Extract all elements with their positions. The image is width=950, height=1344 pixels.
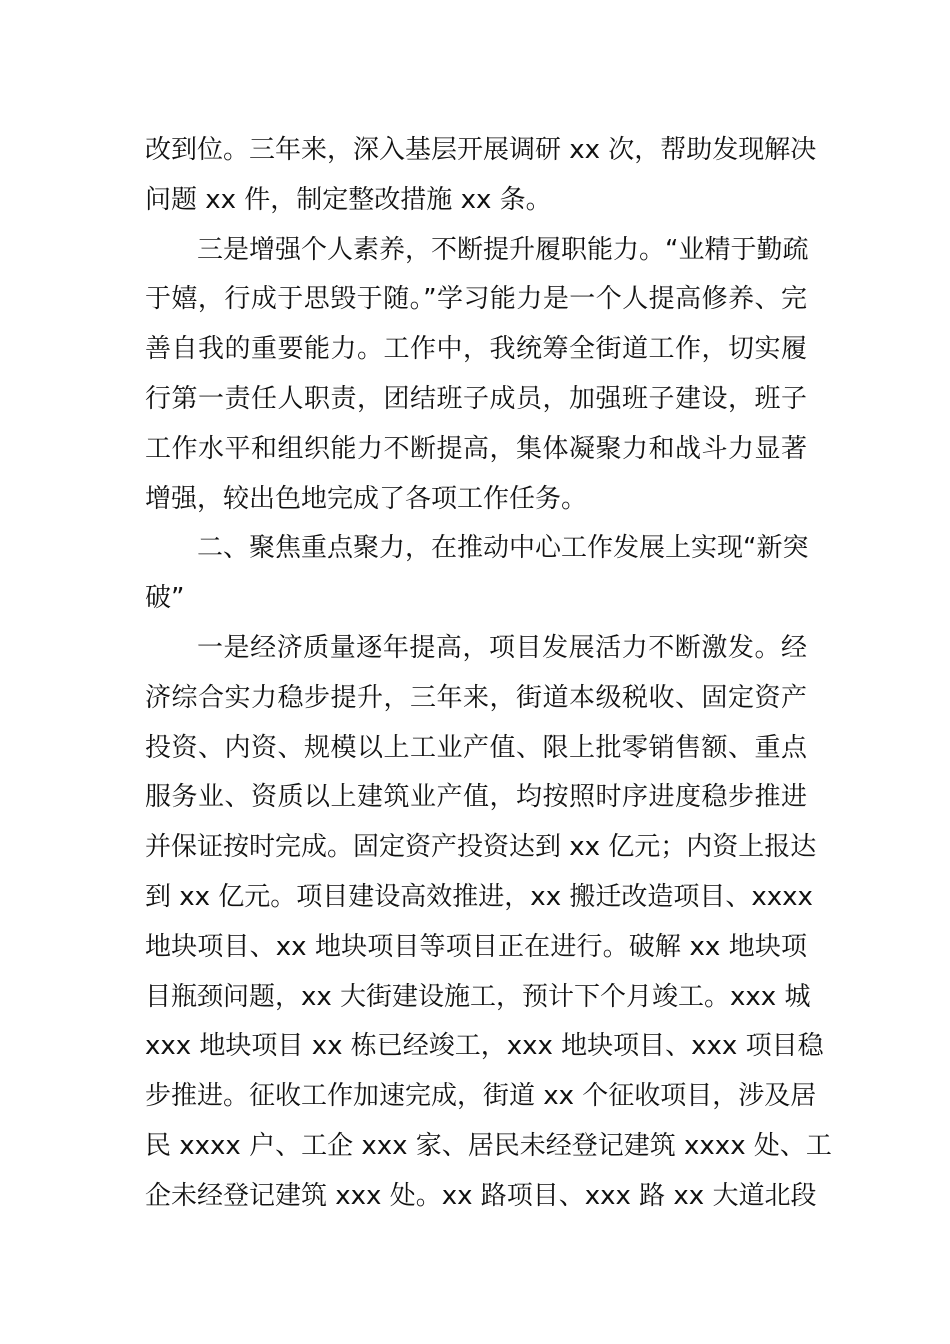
document-body — [145, 126, 832, 1222]
text-line: 步推进。征收工作加速完成，街道 xx 个征收项目，涉及居 — [145, 1081, 817, 1112]
text-line: 工作水平和组织能力不断提高，集体凝聚力和战斗力显著 — [145, 433, 807, 464]
text-line: 并保证按时完成。固定资产投资达到 xx 亿元；内资上报达 — [145, 832, 817, 863]
text-line: 企未经登记建筑 xxx 处。xx 路项目、xxx 路 xx 大道北段 — [145, 1180, 817, 1211]
text-line: 增强，较出色地完成了各项工作任务。 — [145, 483, 588, 514]
text-line: 改到位。三年来，深入基层开展调研 xx 次，帮助发现解决 — [145, 135, 817, 165]
paragraph-start-line: 一是经济质量逐年提高，项目发展活力不断激发。经 — [197, 632, 807, 663]
text-line: 善自我的重要能力。工作中，我统筹全街道工作，切实履 — [145, 334, 807, 365]
text-line: 于嬉，行成于思毁于随。”学习能力是一个人提高修养、完 — [145, 284, 807, 315]
text-line: 行第一责任人职责，团结班子成员，加强班子建设，班子 — [145, 383, 807, 414]
text-line: 投资、内资、规模以上工业产值、限上批零销售额、重点 — [145, 732, 807, 763]
text-line: 问题 xx 件，制定整改措施 xx 条。 — [145, 184, 552, 215]
text-line: 济综合实力稳步提升，三年来，街道本级税收、固定资产 — [145, 682, 807, 713]
text-line: 民 xxxx 户、工企 xxx 家、居民未经登记建筑 xxxx 处、工 — [145, 1130, 832, 1161]
paragraph-start-line: 三是增强个人素养，不断提升履职能力。“业精于勤疏 — [197, 234, 809, 265]
text-line: 地块项目、xx 地块项目等项目正在进行。破解 xx 地块项 — [145, 931, 807, 962]
section-heading-line: 二、聚焦重点聚力，在推动中心工作发展上实现“新突 — [197, 533, 809, 564]
text-line: 服务业、资质以上建筑业产值，均按照时序进度稳步推进 — [145, 782, 807, 813]
section-heading-line: 破” — [145, 583, 185, 614]
text-line: xxx 地块项目 xx 栋已经竣工，xxx 地块项目、xxx 项目稳 — [145, 1031, 824, 1062]
text-line: 目瓶颈问题，xx 大街建设施工，预计下个月竣工。xxx 城 — [145, 981, 811, 1012]
text-line: 到 xx 亿元。项目建设高效推进，xx 搬迁改造项目、xxxx — [145, 881, 813, 912]
